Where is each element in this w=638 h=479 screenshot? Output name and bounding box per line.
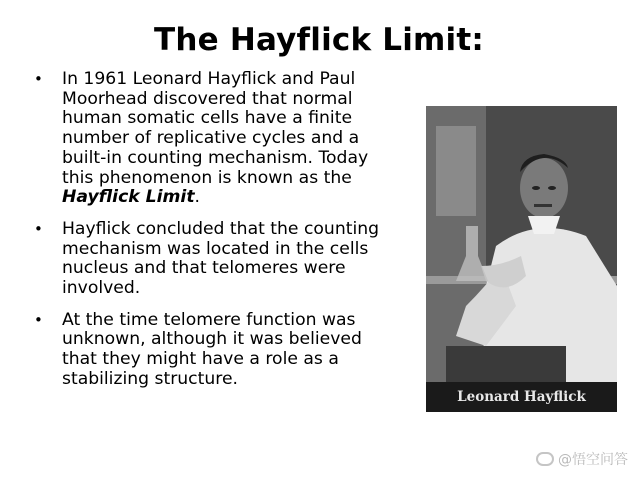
bullet-list	[32, 70, 402, 402]
watermark	[536, 449, 628, 469]
bullet-dot: •	[34, 310, 43, 329]
bullet-text: At the time telomere function was unknown, although it was believed that they might have a role as a stabilizing structure.	[62, 309, 362, 389]
bullet-item	[32, 220, 402, 299]
bullet-item	[32, 311, 402, 390]
bullet-dot: •	[34, 219, 43, 238]
bullet-item	[32, 70, 402, 208]
bullet-emphasis: Hayflick Limit	[62, 187, 195, 208]
slide-title: The Hayflick Limit:	[154, 22, 484, 58]
bullet-text: In 1961 Leonard Hayflick and Paul Moorhead discovered that normal human somatic cells have a finite number of replicative cycles and a built-in counting mechanism. Today this phenomenon is known as the	[62, 69, 369, 188]
photo-caption: Leonard Hayflick	[426, 382, 617, 412]
bullet-text: Hayflick concluded that the counting mechanism was located in the cells nucleus and that telomeres were involved.	[62, 218, 380, 299]
watermark-text: @悟空问答	[558, 452, 628, 468]
hayflick-photo	[426, 106, 617, 412]
bullet-text-end: .	[194, 187, 201, 208]
chat-bubble-icon	[536, 452, 554, 466]
photo-illustration	[426, 106, 617, 412]
bullet-dot: •	[34, 70, 43, 88]
